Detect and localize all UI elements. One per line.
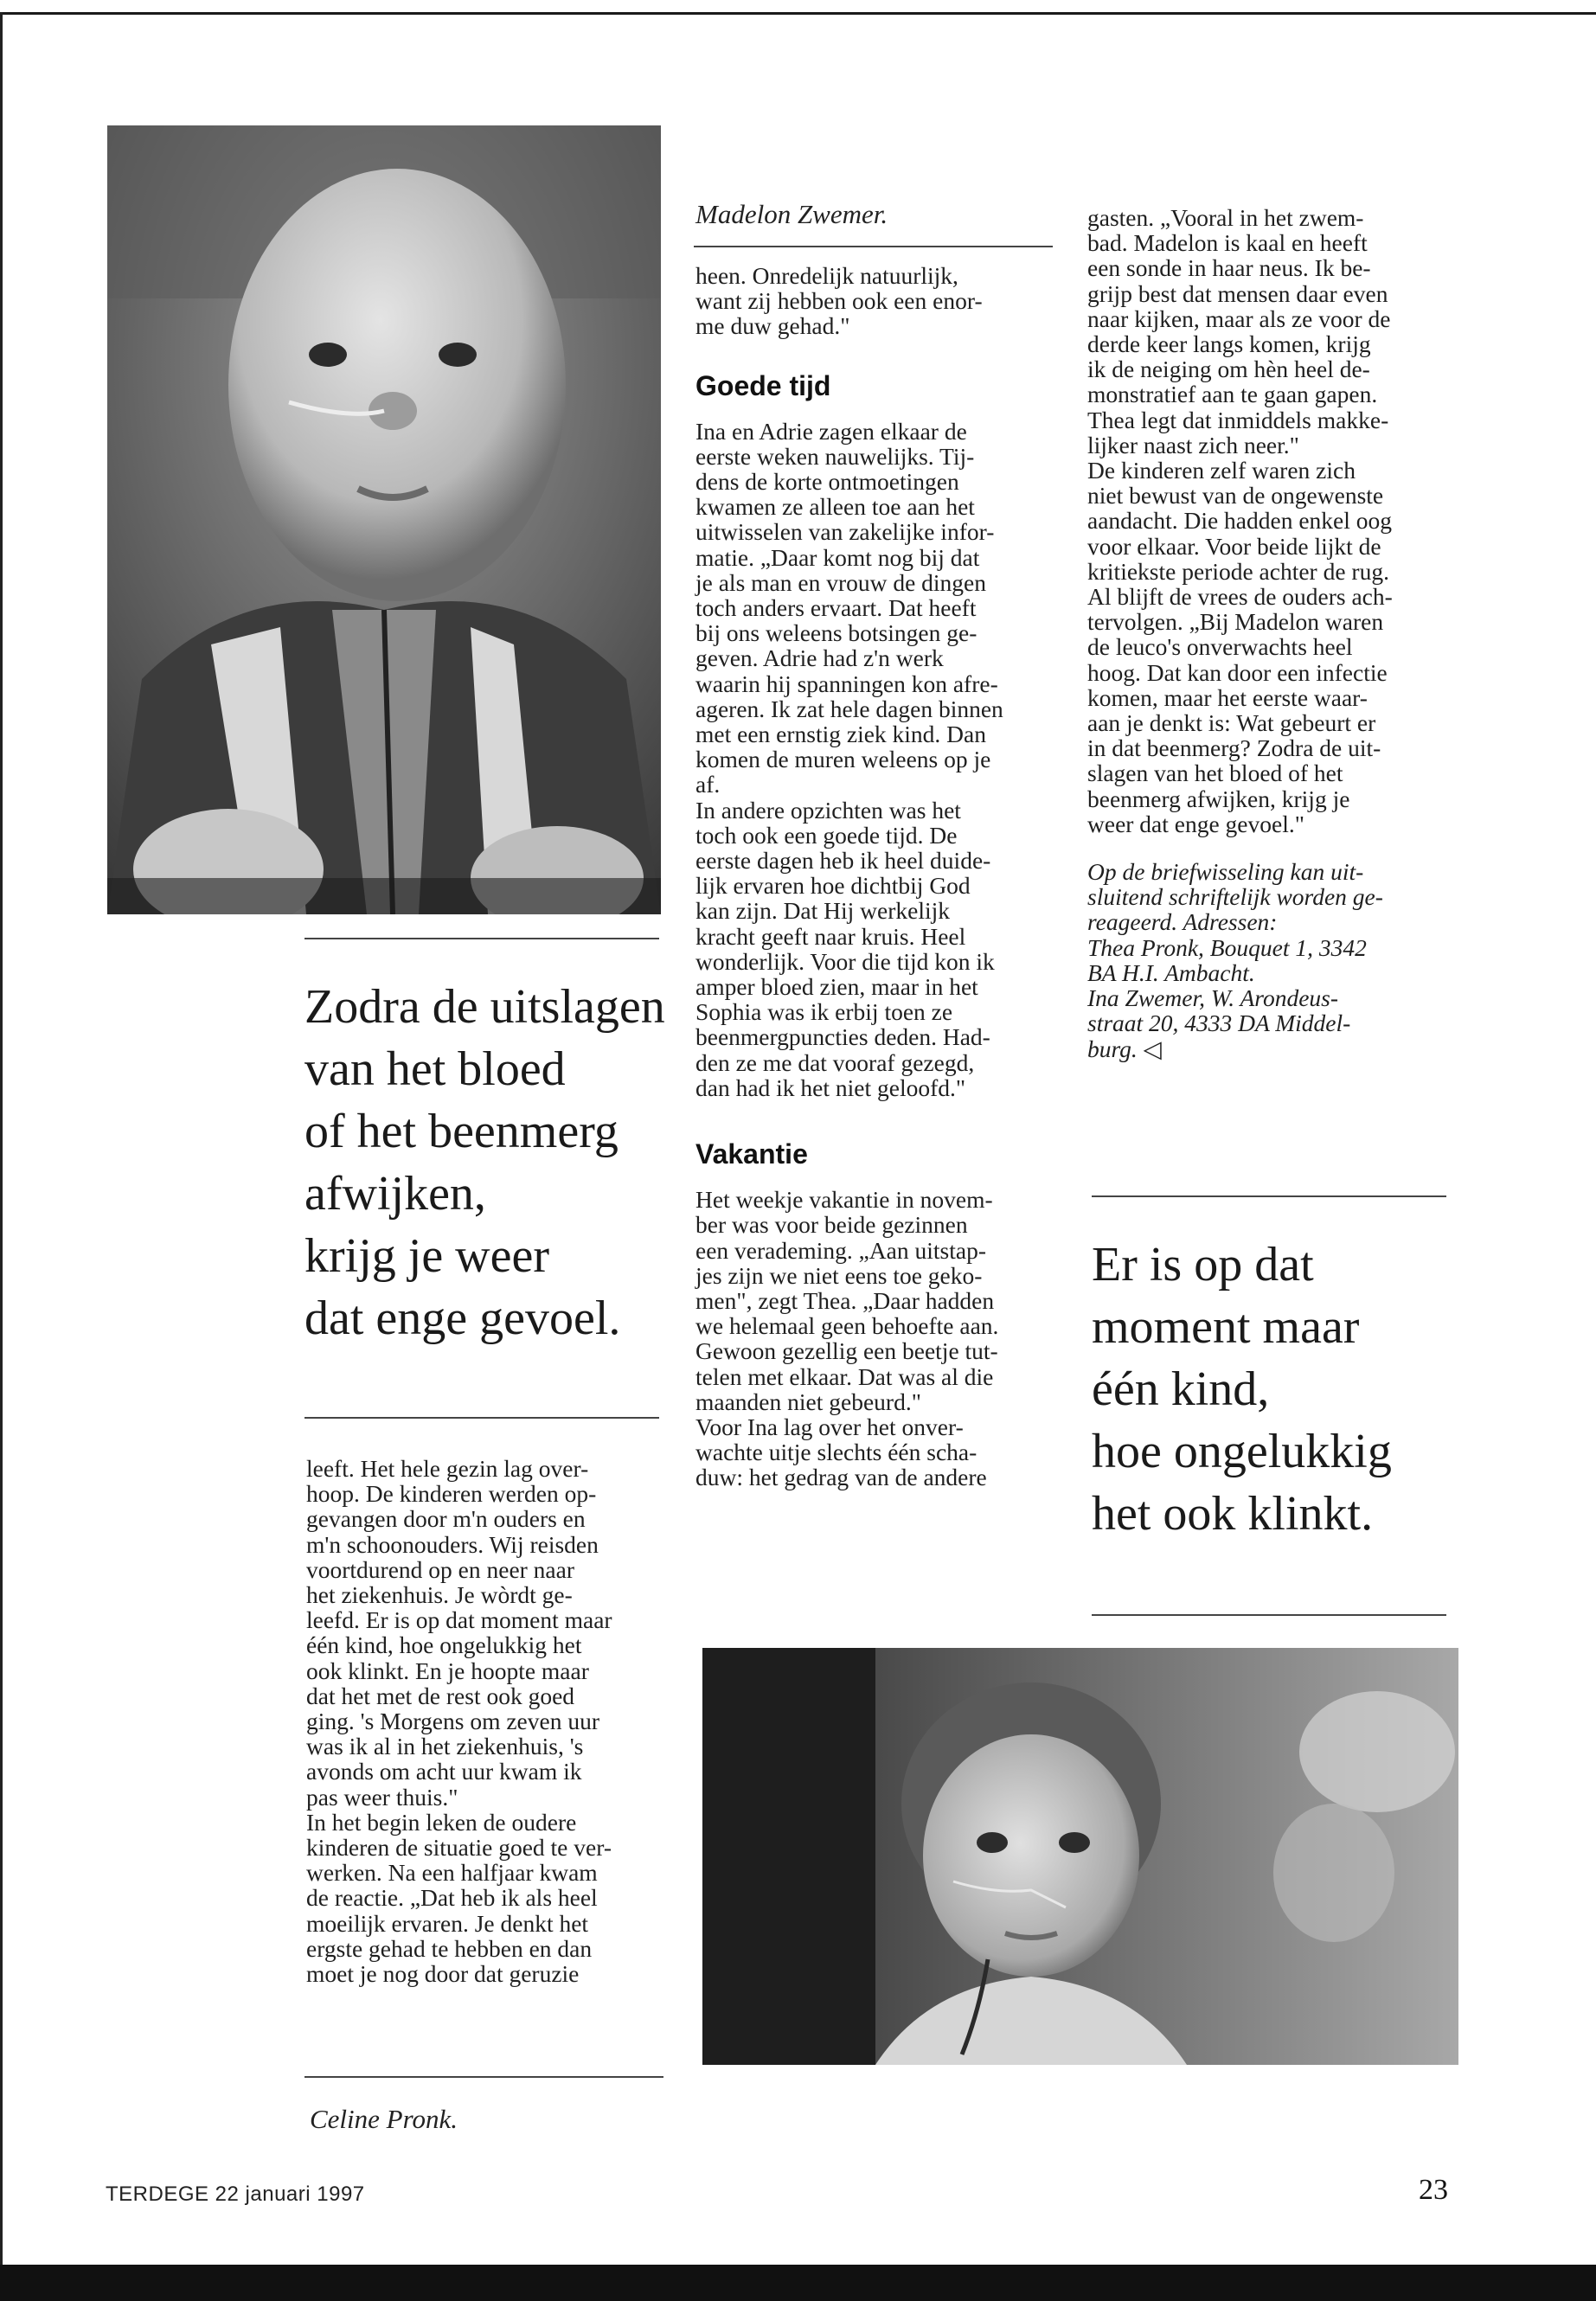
text-line: met een ernstig ziek kind. Dan (695, 721, 987, 748)
text-line: leefd. Er is op dat moment maar (306, 1606, 612, 1634)
text-line: want zij hebben ook een enor- (695, 287, 983, 315)
text-line: amper bloed zien, maar in het (695, 973, 978, 1001)
photo-caption-celine: Celine Pronk. (310, 2104, 458, 2134)
text-line: moeilijk ervaren. Je denkt het (306, 1909, 589, 1937)
photo-celine (702, 1648, 1458, 2065)
column-3-rule (1092, 1195, 1446, 1197)
text-line: de reactie. „Dat heb ik als heel (306, 1884, 598, 1912)
text-line: eerste dagen heb ik heel duide- (695, 847, 991, 875)
note-line: Thea Pronk, Bouquet 1, 3342 (1087, 933, 1367, 961)
text-line: Sophia was ik erbij toen ze (695, 998, 953, 1026)
text-line: kan zijn. Dat Hij werkelijk (695, 897, 951, 925)
column-1 (306, 1456, 670, 1986)
text-line: dat het met de rest ook goed (306, 1682, 575, 1709)
text-line: voor elkaar. Voor beide lijkt de (1087, 532, 1381, 560)
text-line: weer dat enge gevoel." (1087, 810, 1304, 837)
text-line: monstratief aan te gaan gapen. (1087, 381, 1378, 408)
text-line: matie. „Daar komt nog bij dat (695, 543, 980, 571)
text-line: kwamen ze alleen toe aan het (695, 493, 975, 521)
text-line: een verademing. „Aan uitstap- (695, 1236, 986, 1264)
text-line: niet bewust van de ongewenste (1087, 482, 1384, 510)
text-line: bij ons weleens botsingen ge- (695, 619, 977, 647)
text-line: ergste gehad te hebben en dan (306, 1934, 593, 1962)
note-line: straat 20, 4333 DA Middel- (1087, 1009, 1351, 1037)
bottom-scan-band (0, 2265, 1596, 2301)
text-line: lijker naast zich neer." (1087, 431, 1299, 458)
pullquote-line: dat enge gevoel. (304, 1292, 621, 1345)
text-line: maanden niet gebeurd." (695, 1388, 921, 1415)
text-line: toch anders ervaart. Dat heeft (695, 594, 977, 622)
text-line: hoop. De kinderen werden op- (306, 1480, 597, 1508)
note-line: sluitend schriftelijk worden ge- (1087, 883, 1383, 911)
pullquote-left-bottom-rule (304, 1417, 659, 1419)
column-1-bottom-rule (304, 2076, 663, 2078)
footer-publication: TERDEGE 22 januari 1997 (106, 2182, 365, 2206)
text-line: grijp best dat mensen daar even (1087, 279, 1388, 307)
text-line: aan je denkt is: Wat gebeurt er (1087, 709, 1376, 737)
text-line: kinderen de situatie goed te ver- (306, 1834, 612, 1862)
pullquote-line: Zodra de uitslagen (304, 980, 665, 1034)
text-line: uitwisselen van zakelijke infor- (695, 518, 995, 546)
text-line: gasten. „Vooral in het zwem- (1087, 204, 1364, 231)
text-line: ber was voor beide gezinnen (695, 1211, 968, 1239)
text-line: moet je nog door dat geruzie (306, 1960, 580, 1988)
text-line: De kinderen zelf waren zich (1087, 457, 1356, 484)
text-line: dan had ik het niet geloofd." (695, 1074, 966, 1101)
top-rule (0, 12, 1596, 15)
text-line: tervolgen. „Bij Madelon waren (1087, 608, 1384, 636)
text-line: geven. Adrie had z'n werk (695, 644, 944, 672)
text-line: slagen van het bloed of het (1087, 760, 1343, 787)
pullquote-line: Er is op dat (1092, 1238, 1314, 1292)
text-line: hoog. Dat kan door een infectie (1087, 658, 1388, 686)
pullquote-right (1092, 1234, 1472, 1545)
text-line: een sonde in haar neus. Ik be- (1087, 254, 1371, 282)
text-line: m'n schoonouders. Wij reisden (306, 1530, 599, 1558)
text-line: pas weer thuis." (306, 1783, 458, 1811)
text-line: wonderlijk. Voor die tijd kon ik (695, 947, 995, 975)
text-line: kracht geeft naar kruis. Heel (695, 922, 966, 950)
text-line: ook klinkt. En je hoopte maar (306, 1657, 589, 1684)
text-line: wachte uitje slechts één scha- (695, 1439, 977, 1466)
pullquote-line: afwijken, (304, 1167, 486, 1221)
photo-bald-toddler-icon (107, 125, 661, 914)
photo-madelon (107, 125, 661, 914)
pullquote-line: van het bloed (304, 1042, 566, 1096)
text-line: waarin hij spanningen kon afre- (695, 670, 998, 697)
note-line: BA H.I. Ambacht. (1087, 958, 1255, 986)
section-heading-goede-tijd: Goede tijd (695, 369, 831, 401)
text-line: één kind, hoe ongelukkig het (306, 1631, 582, 1659)
text-line: toch ook een goede tijd. De (695, 821, 958, 849)
text-line: kritiekste periode achter de rug. (1087, 557, 1389, 585)
text-line: men", zegt Thea. „Daar hadden (695, 1286, 995, 1314)
text-line: den ze me dat vooraf gezegd, (695, 1048, 975, 1076)
text-line: Gewoon gezellig een beetje tut- (695, 1337, 998, 1365)
text-line: dens de korte ontmoetingen (695, 468, 959, 496)
correspondence-note (1087, 859, 1468, 1061)
text-line: Thea legt dat inmiddels makke- (1087, 406, 1389, 433)
text-line: beenmergpuncties deden. Had- (695, 1023, 990, 1051)
text-line: Al blijft de vrees de ouders ach- (1087, 583, 1393, 611)
text-line: ik de neiging om hèn heel de- (1087, 356, 1370, 383)
text-line: telen met elkaar. Dat was al die (695, 1362, 994, 1390)
note-line: Op de briefwisseling kan uit- (1087, 858, 1364, 886)
text-line: naar kijken, maar als ze voor de (1087, 304, 1391, 332)
text-line: Het weekje vakantie in novem- (695, 1186, 993, 1214)
photo-toddler-icon (702, 1648, 1458, 2065)
column-3 (1087, 205, 1468, 1061)
section-heading-vakantie: Vakantie (695, 1138, 808, 1170)
text-line: de leuco's onverwachts heel (1087, 633, 1353, 661)
pullquote-line: hoe ongelukkig (1092, 1425, 1392, 1478)
text-line: eerste weken nauwelijks. Tij- (695, 442, 975, 470)
text-line: avonds om acht uur kwam ik (306, 1758, 582, 1785)
pullquote-line: moment maar (1092, 1300, 1360, 1354)
text-line: we helemaal geen behoefte aan. (695, 1312, 999, 1340)
text-line: Ina en Adrie zagen elkaar de (695, 417, 967, 445)
text-line: Voor Ina lag over het onver- (695, 1413, 964, 1440)
text-line: lijk ervaren hoe dichtbij God (695, 872, 971, 900)
text-line: ageren. Ik zat hele dagen binnen (695, 695, 1003, 722)
pullquote-line: één kind, (1092, 1362, 1270, 1416)
note-line: burg. ◁ (1087, 1035, 1162, 1062)
pullquote-left-top-rule (304, 938, 659, 939)
photo-caption-madelon: Madelon Zwemer. (695, 199, 888, 229)
text-line: af. (695, 771, 721, 798)
text-line: in dat beenmerg? Zodra de uit- (1087, 734, 1381, 762)
text-line: je als man en vrouw de dingen (695, 568, 987, 596)
text-line: duw: het gedrag van de andere (695, 1464, 987, 1491)
caption-rule (694, 246, 1053, 247)
text-line: was ik al in het ziekenhuis, 's (306, 1733, 584, 1760)
text-line: beenmerg afwijken, krijg je (1087, 785, 1350, 812)
text-line: voortdurend op en neer naar (306, 1555, 575, 1583)
text-line: heen. Onredelijk natuurlijk, (695, 262, 958, 289)
text-line: bad. Madelon is kaal en heeft (1087, 229, 1368, 257)
note-line: reageerd. Adressen: (1087, 908, 1278, 936)
text-line: jes zijn we niet eens toe geko- (695, 1261, 983, 1289)
text-line: derde keer langs komen, krijg (1087, 330, 1371, 358)
text-line: aandacht. Die hadden enkel oog (1087, 507, 1393, 535)
text-line: komen, maar het eerste waar- (1087, 683, 1368, 711)
text-line: In het begin leken de oudere (306, 1808, 577, 1836)
text-line: In andere opzichten was het (695, 796, 961, 824)
pullquote-right-bottom-rule (1092, 1614, 1446, 1616)
text-line: leeft. Het hele gezin lag over- (306, 1455, 589, 1482)
text-line: het ziekenhuis. Je wòrdt ge- (306, 1581, 573, 1609)
pullquote-line: krijg je weer (304, 1229, 549, 1283)
pullquote-left (304, 976, 685, 1349)
note-line: Ina Zwemer, W. Arondeus- (1087, 984, 1339, 1012)
text-line: komen de muren weleens op je (695, 746, 991, 773)
column-2 (695, 263, 1059, 1490)
left-page-edge (0, 12, 3, 2265)
page-number: 23 (1419, 2174, 1448, 2206)
text-line: werken. Na een halfjaar kwam (306, 1859, 598, 1887)
pullquote-line: het ook klinkt. (1092, 1487, 1374, 1541)
text-line: me duw gehad." (695, 312, 850, 340)
text-line: gevangen door m'n ouders en (306, 1505, 586, 1533)
text-line: ging. 's Morgens om zeven uur (306, 1708, 599, 1735)
pullquote-line: of het beenmerg (304, 1105, 619, 1158)
